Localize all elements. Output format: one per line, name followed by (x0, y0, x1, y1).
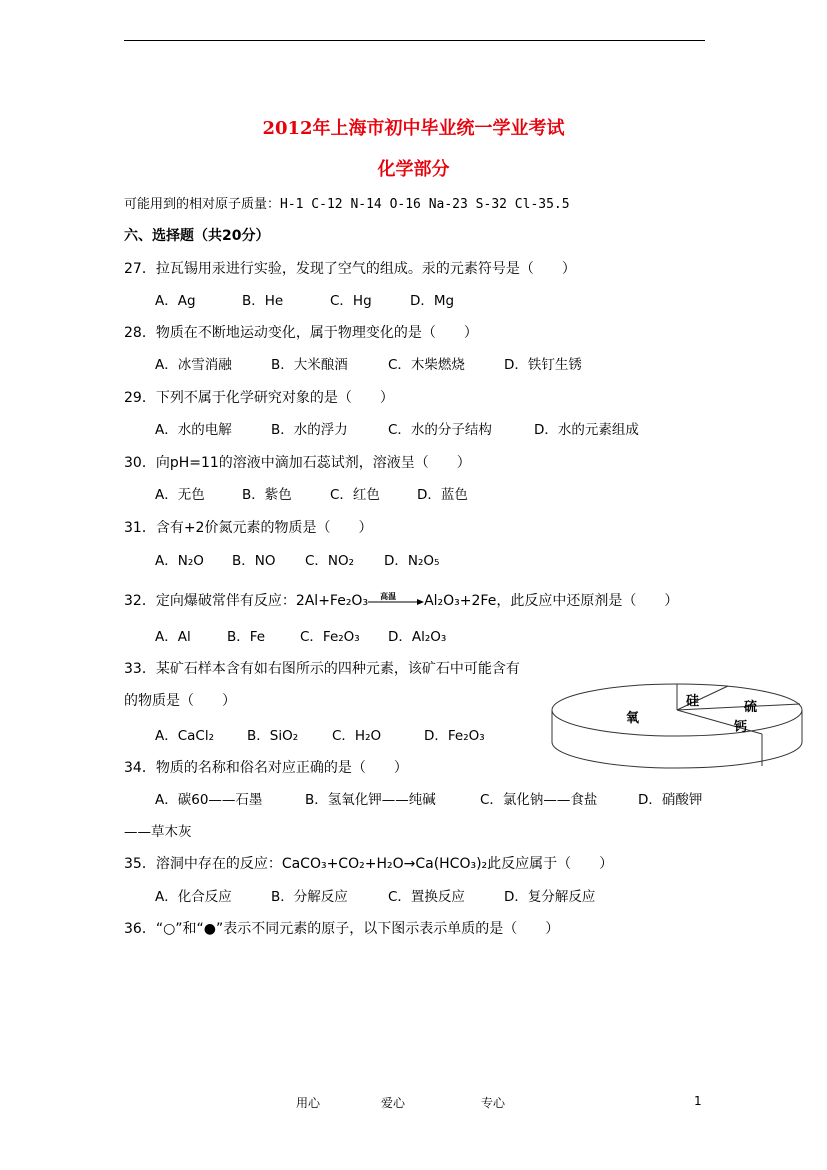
q35-option-c: C．置换反应 (388, 889, 465, 905)
pie-label-oxygen: 氧 (626, 711, 640, 726)
question-33: 33．某矿石样本含有如右图所示的四种元素，该矿石中可能含有 (124, 661, 520, 677)
question-28: 28．物质在不断地运动变化，属于物理变化的是（ ） (124, 325, 478, 341)
question-36: 36．“○”和“●”表示不同元素的原子，以下图示表示单质的是（ ） (124, 921, 560, 937)
q35-option-a: A．化合反应 (155, 889, 232, 905)
q32-option-c: C．Fe₂O₃ (300, 629, 360, 645)
q27-option-c: C．Hg (330, 293, 372, 309)
q29-option-c: C．水的分子结构 (388, 422, 492, 438)
reaction-condition: 高温 (380, 592, 397, 601)
q34-option-d-continuation: ——草木灰 (124, 824, 192, 840)
q32-stem-prefix: 32．定向爆破常伴有反应：2Al+Fe₂O₃ (124, 593, 369, 609)
q28-option-c: C．木柴燃烧 (388, 357, 465, 373)
section-heading: 六、选择题（共20分） (124, 228, 270, 244)
q27-option-d: D．Mg (410, 293, 455, 309)
q34-option-d: D．硝酸钾 (638, 792, 703, 808)
q27-option-b: B．He (242, 293, 284, 309)
q34-option-a: A．碳60——石墨 (155, 792, 263, 808)
q30-option-c: C．红色 (330, 487, 380, 503)
q29-option-d: D．水的元素组成 (534, 422, 639, 438)
q32-stem-suffix: Al₂O₃+2Fe，此反应中还原剂是（ ） (424, 593, 679, 609)
pie-label-sulfur: 硫 (744, 700, 758, 715)
footer-right: 专心 (481, 1096, 506, 1110)
q29-option-b: B．水的浮力 (271, 422, 348, 438)
q27-option-a: A．Ag (155, 293, 196, 309)
q35-option-d: D．复分解反应 (504, 889, 596, 905)
q33-option-b: B．SiO₂ (247, 728, 299, 744)
element-pie-figure (548, 680, 808, 772)
q29-option-a: A．水的电解 (155, 422, 232, 438)
pie-label-calcium: 钙 (734, 720, 748, 735)
footer-left: 用心 (296, 1096, 321, 1110)
question-31: 31．含有+2价氮元素的物质是（ ） (124, 520, 373, 536)
page-subtitle: 化学部分 (377, 159, 450, 180)
q35-option-b: B．分解反应 (271, 889, 348, 905)
q32-option-d: D．Al₂O₃ (388, 629, 447, 645)
question-27: 27．拉瓦锡用汞进行实验，发现了空气的组成。汞的元素符号是（ ） (124, 261, 576, 277)
question-33-line2: 的物质是（ ） (124, 693, 236, 709)
pie-label-silicon: 硅 (686, 694, 700, 709)
q32-option-a: A．Al (155, 629, 191, 645)
top-rule (124, 40, 705, 41)
q28-option-b: B．大米酿酒 (271, 357, 348, 373)
q33-option-a: A．CaCl₂ (155, 728, 215, 744)
question-35: 35．溶洞中存在的反应：CaCO₃+CO₂+H₂O→Ca(HCO₃)₂此反应属于（ ） (124, 856, 614, 872)
q33-option-d: D．Fe₂O₃ (424, 728, 485, 744)
page-title: 2012年上海市初中毕业统一学业考试 (262, 118, 565, 139)
q33-option-c: C．H₂O (332, 728, 382, 744)
atomic-mass-note: 可能用到的相对原子质量：H-1 C-12 N-14 O-16 Na-23 S-32 Cl-35.5 (124, 197, 570, 212)
page-number: 1 (694, 1094, 702, 1108)
q31-option-b: B．NO (232, 553, 276, 569)
q30-option-b: B．紫色 (242, 487, 292, 503)
q34-option-b: B．氢氧化钾——纯碱 (305, 792, 436, 808)
question-30: 30．向pH=11的溶液中滴加石蕊试剂，溶液呈（ ） (124, 455, 471, 471)
question-34: 34．物质的名称和俗名对应正确的是（ ） (124, 760, 408, 776)
q30-option-a: A．无色 (155, 487, 205, 503)
question-32 (124, 592, 678, 610)
q31-option-c: C．NO₂ (305, 553, 355, 569)
q31-option-a: A．N₂O (155, 553, 204, 569)
q34-option-c: C．氯化钠——食盐 (480, 792, 598, 808)
q32-option-b: B．Fe (227, 629, 266, 645)
q28-option-a: A．冰雪消融 (155, 357, 232, 373)
footer-middle: 爱心 (381, 1096, 406, 1110)
q30-option-d: D．蓝色 (417, 487, 468, 503)
question-29: 29．下列不属于化学研究对象的是（ ） (124, 390, 394, 406)
q31-option-d: D．N₂O₅ (384, 553, 440, 569)
reaction-arrow-icon (368, 594, 424, 608)
q28-option-d: D．铁钉生锈 (504, 357, 582, 373)
